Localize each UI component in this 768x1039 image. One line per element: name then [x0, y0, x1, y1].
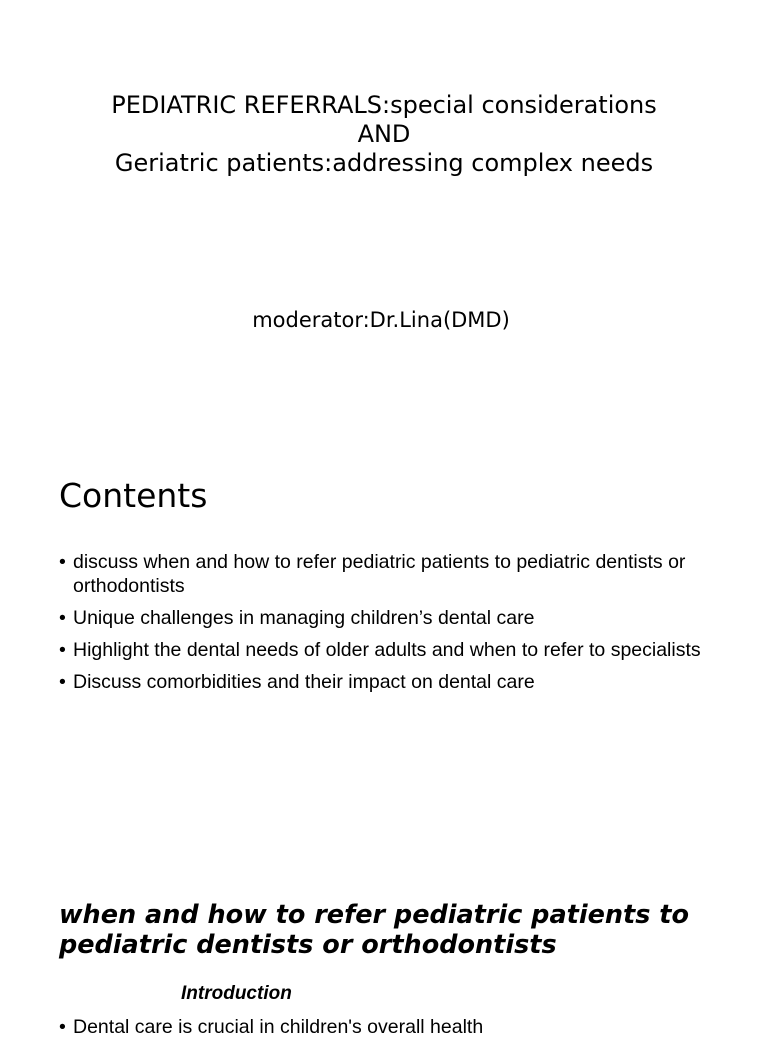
list-item: [59, 550, 719, 598]
moderator-label: moderator:Dr.Lina(DMD): [252, 308, 510, 332]
title-line-2: AND: [357, 120, 411, 148]
list-item: [59, 670, 719, 694]
bullet-icon: •: [59, 639, 66, 661]
contents-heading: Contents: [59, 476, 208, 515]
contents-list: [59, 550, 719, 702]
bullet-icon: •: [59, 671, 66, 693]
list-item-text: Dental care is crucial in children's overall health: [73, 1016, 484, 1038]
list-item: [59, 638, 719, 662]
presentation-title: [0, 91, 768, 178]
section-heading: when and how to refer pediatric patients to pediatric dentists or orthodontists: [59, 900, 689, 960]
list-item-text: Unique challenges in managing children’s dental care: [73, 607, 535, 629]
bullet-icon: •: [59, 1016, 66, 1038]
title-line-1: PEDIATRIC REFERRALS:special considerations: [111, 91, 657, 119]
bullet-icon: •: [59, 551, 66, 573]
list-item-text: Discuss comorbidities and their impact on dental care: [73, 671, 535, 693]
title-slide: [0, 0, 768, 440]
list-item-text: discuss when and how to refer pediatric patients to pediatric dentists or orthodontists: [73, 551, 686, 597]
list-item: [59, 1015, 733, 1039]
bullet-icon: •: [59, 607, 66, 629]
introduction-subheading: Introduction: [181, 983, 292, 1004]
contents-slide: [0, 440, 768, 860]
list-item-text: Highlight the dental needs of older adults and when to refer to specialists: [73, 639, 701, 661]
title-line-3: Geriatric patients:addressing complex needs: [114, 149, 654, 177]
section-slide: [0, 860, 768, 1038]
list-item: [59, 606, 719, 630]
